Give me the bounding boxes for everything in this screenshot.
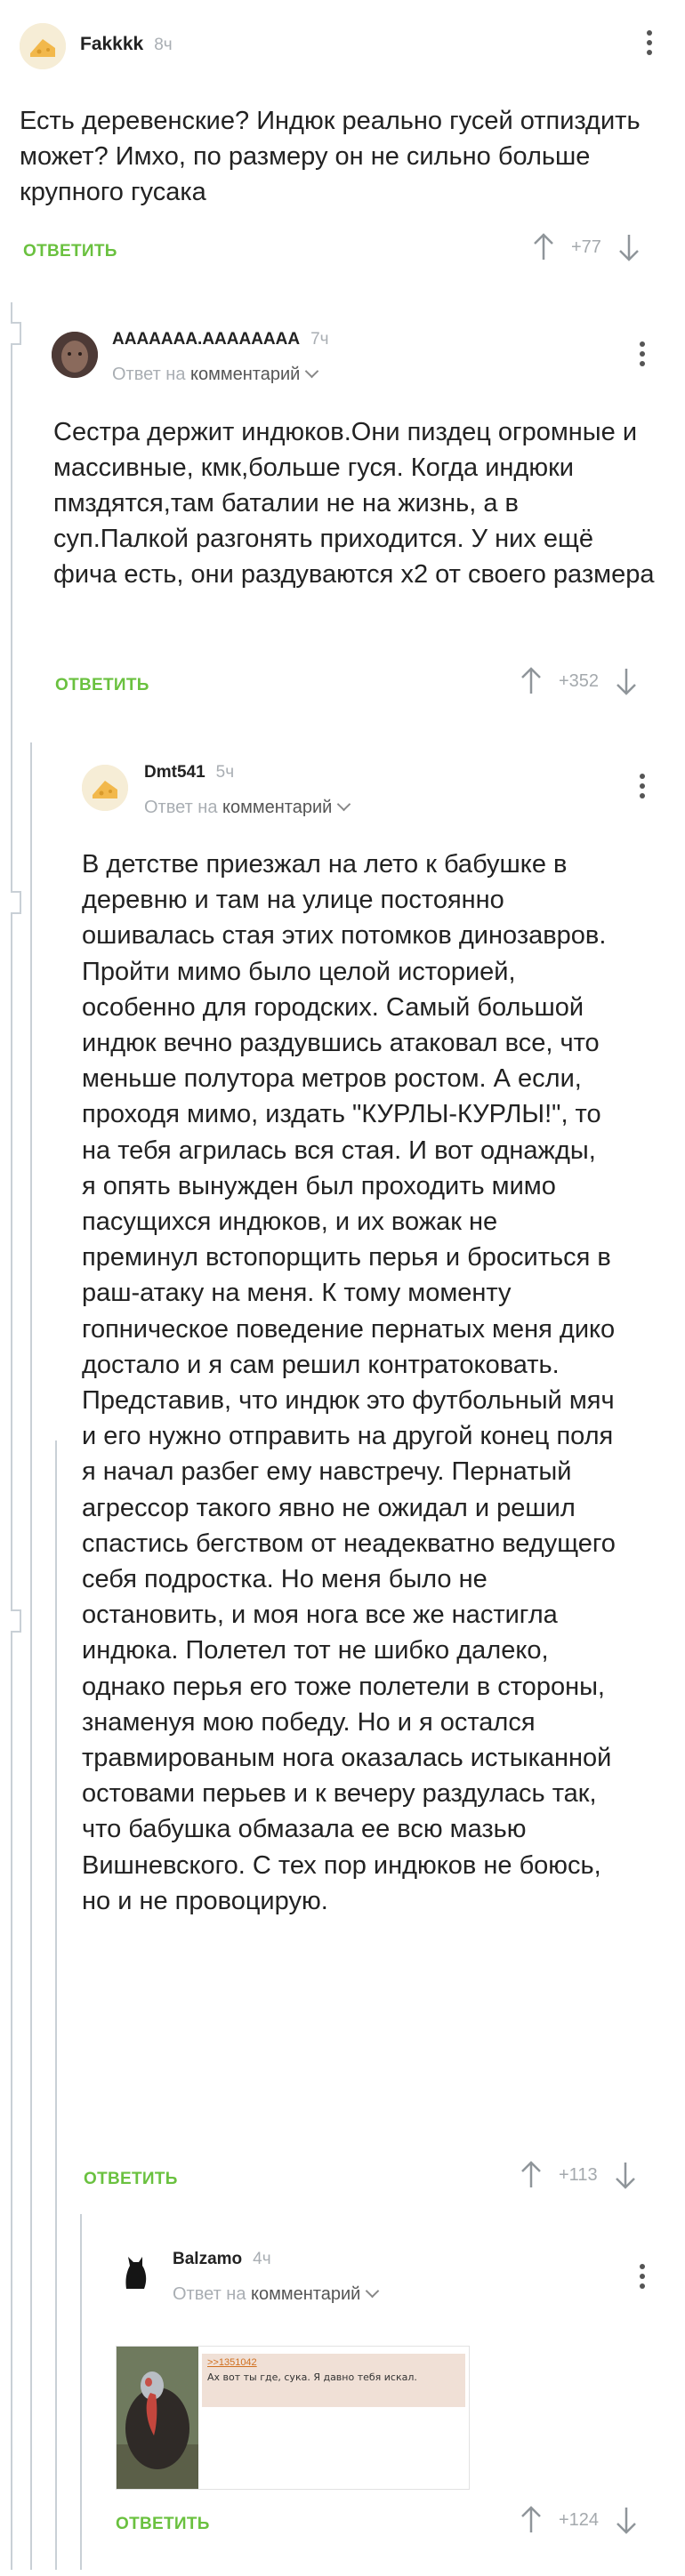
comment-author[interactable]: Dmt541 — [144, 763, 206, 782]
comment-text: В детстве приезжал на лето к бабушке в деревню и там на улице постоянно ошивалась стая этих потомков динозавров. Пройти мимо было целой историей, особенно для городских. Самый большой индюк вечно раздувшись атаковал все, что меньше полутора метров ростом. А если, проходя мимо, издать "КУРЛЫ-КУРЛЫ!", то на тебя агрилась вся стая. И вот однажды, я опять вынужден был проходить мимо пасущихся индюков, и их вожак не преминул встопорщить перья и броситься в раш-атаку на меня. К тому моменту гопническое поведение пернатых меня дико достало и я сам решил контратоковать. Представив, что индюк это футбольный мяч и его нужно отправить на другой конец поля я начал разбег ему навстречу. Пернатый агрессор такого явно не ожидал и решил спастись бегством от неадекватно ведущего себя подростка. Но меня было не остановить, и моя нога все же настигла индюка. Полетел тот не шибко далеко, однако перья его тоже полетели в стороны, знаменуя мою победу. Но и я остался травмированым нога оказалась истыканной остовами перьев и к вечеру раздулась так, что бабушка обмазала ее всю мазью Вишневского. С тех пор индюков не боюсь, но и не провоцирую. — [82, 850, 616, 1915]
comment-text: Есть деревенские? Индюк реально гусей отпиздить может? Имхо, по размеру он не сильно больше крупного гусака — [20, 107, 641, 206]
upvote-icon[interactable] — [520, 667, 543, 695]
comment-author[interactable]: Fakkkk — [80, 34, 144, 54]
avatar[interactable] — [112, 2250, 158, 2296]
face-avatar-icon — [52, 332, 98, 378]
thread-line-level2 — [30, 742, 32, 2570]
thread-line-level1 — [11, 302, 12, 2570]
chevron-down-icon — [366, 2284, 380, 2299]
comment-author[interactable]: AAAAAAA.AAAAAAAA — [112, 330, 301, 349]
chevron-down-icon — [337, 798, 351, 812]
thread-collapse-toggle[interactable] — [11, 1609, 21, 1633]
rating-count: +113 — [559, 2164, 598, 2185]
reply-button[interactable]: ОТВЕТИТЬ — [55, 676, 149, 694]
reply-to-prefix: Ответ на — [144, 798, 218, 817]
comment-time: 5ч — [215, 763, 235, 782]
reply-to-target: комментарий — [222, 798, 333, 817]
avatar[interactable] — [20, 23, 66, 69]
reply-to-link[interactable] — [112, 365, 317, 385]
comment-time: 8ч — [154, 36, 173, 54]
reply-to-target: комментарий — [251, 2284, 361, 2304]
downvote-icon[interactable] — [615, 667, 638, 695]
reply-button[interactable]: ОТВЕТИТЬ — [84, 2170, 178, 2188]
turkey-photo-icon — [117, 2347, 198, 2489]
rating-count: +77 — [571, 237, 601, 257]
more-options-icon[interactable] — [639, 774, 646, 803]
thread-line-level3 — [55, 1440, 57, 2570]
reply-button[interactable]: ОТВЕТИТЬ — [23, 242, 117, 261]
comment-text: Сестра держит индюков.Они пиздец огромные и массивные, кмк,больше гуся. Когда индюки пмздятся,там баталии не на жизнь, а в суп.Палкой разгонять приходится. У них ещё фича есть, они раздуваются х2 от своего размера — [53, 418, 655, 589]
downvote-icon[interactable] — [617, 233, 641, 261]
reply-to-prefix: Ответ на — [112, 365, 186, 384]
more-options-icon[interactable] — [646, 30, 653, 60]
avatar[interactable] — [52, 332, 98, 378]
comment-author[interactable]: Balzamo — [173, 2250, 243, 2268]
meme-caption: Ах вот ты где, сука. Я давно тебя искал. — [207, 2371, 417, 2383]
rating-count: +124 — [559, 2509, 600, 2530]
upvote-icon[interactable] — [520, 2161, 543, 2189]
meme-post-link[interactable]: >>1351042 — [207, 2357, 257, 2368]
cat-avatar-icon — [112, 2250, 158, 2296]
reply-button[interactable]: ОТВЕТИТЬ — [116, 2515, 210, 2533]
reply-to-link[interactable] — [173, 2284, 377, 2305]
upvote-icon[interactable] — [532, 233, 555, 261]
thread-line-level4 — [80, 2214, 82, 2570]
meme-image[interactable] — [116, 2346, 470, 2490]
thread-collapse-toggle[interactable] — [11, 891, 21, 914]
downvote-icon[interactable] — [615, 2506, 638, 2534]
reply-to-link[interactable] — [144, 798, 349, 818]
reply-to-target: комментарий — [190, 365, 301, 384]
cheese-avatar-icon — [20, 23, 66, 69]
rating-count: +352 — [559, 670, 600, 691]
downvote-icon[interactable] — [614, 2161, 637, 2189]
comment-time: 7ч — [310, 330, 329, 349]
cheese-avatar-icon — [82, 765, 128, 811]
chevron-down-icon — [305, 365, 319, 379]
more-options-icon[interactable] — [639, 341, 646, 371]
comment-time: 4ч — [253, 2250, 271, 2268]
avatar[interactable] — [82, 765, 128, 811]
reply-to-prefix: Ответ на — [173, 2284, 246, 2304]
thread-collapse-toggle[interactable] — [11, 322, 21, 345]
upvote-icon[interactable] — [520, 2506, 543, 2534]
more-options-icon[interactable] — [639, 2264, 646, 2293]
